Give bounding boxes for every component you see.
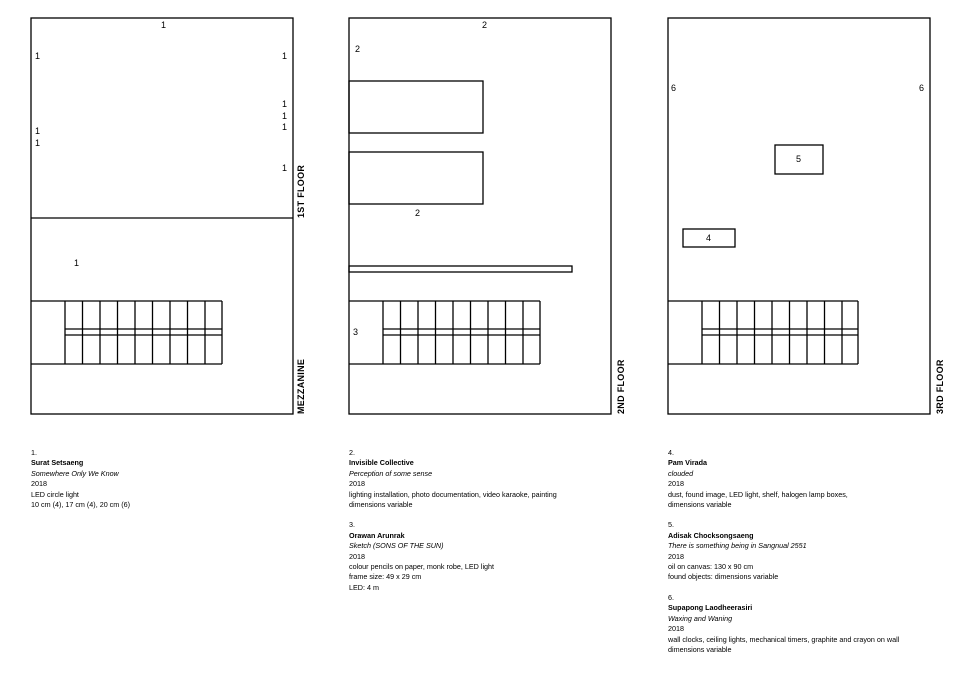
marker-1: 1 [35, 51, 41, 61]
floor-label-3rd: 3RD FLOOR [935, 359, 945, 414]
legend-column-3 [668, 448, 899, 665]
legend-entry-6 [668, 593, 899, 655]
staircase [668, 301, 858, 364]
legend-number: 2. [349, 448, 355, 457]
floor-label-1st: 1ST FLOOR [296, 164, 306, 218]
legend-detail: lighting installation, photo documentation, video karaoke, painting [349, 489, 557, 499]
marker-1: 1 [35, 126, 41, 136]
legend-artist: Adisak Chocksongsaeng [668, 530, 754, 540]
legend-entry-3 [349, 520, 557, 593]
marker-5: 5 [796, 154, 802, 164]
legend-detail: oil on canvas: 130 x 90 cm [668, 562, 754, 572]
legend-entry-2 [349, 448, 557, 510]
plan-1-outline [31, 18, 293, 414]
legend-year: 2018 [349, 551, 365, 561]
legend-detail: dimensions variable [349, 500, 413, 510]
legend-title: Perception of some sense [349, 468, 433, 478]
plan-2-outline [349, 18, 611, 414]
marker-1: 1 [282, 99, 288, 109]
legend-artist: Pam Virada [668, 458, 708, 468]
legend-number: 4. [668, 448, 674, 457]
staircase [349, 301, 540, 364]
shelf [349, 266, 572, 272]
legend-column-2 [349, 448, 557, 603]
legend-title: Somewhere Only We Know [31, 468, 119, 478]
legend-year: 2018 [349, 479, 365, 489]
legend-detail: frame size: 49 x 29 cm [349, 572, 422, 582]
legend-title: There is something being in Sangnual 2551 [668, 541, 807, 551]
legend-entry-1 [31, 448, 130, 510]
marker-6: 6 [919, 83, 925, 93]
legend-detail: LED circle light [31, 489, 79, 499]
legend-year: 2018 [668, 479, 684, 489]
room-box-lower [349, 152, 483, 204]
legend-artist: Surat Setsaeng [31, 458, 84, 468]
legend-artist: Supapong Laodheerasiri [668, 603, 753, 613]
marker-1: 1 [282, 111, 288, 121]
marker-1: 1 [74, 258, 80, 268]
legend-detail: dimensions variable [668, 644, 732, 654]
legend-artist: Invisible Collective [349, 458, 414, 468]
marker-4: 4 [706, 233, 712, 243]
legend-entry-5 [668, 520, 899, 582]
marker-3: 3 [353, 327, 359, 337]
legend-number: 6. [668, 592, 674, 602]
legend-detail: dust, found image, LED light, shelf, halogen lamp boxes, [668, 489, 848, 499]
legend-detail: LED: 4 m [349, 582, 379, 592]
staircase [31, 301, 222, 364]
marker-1: 1 [282, 163, 288, 173]
legend-entry-4 [668, 448, 899, 510]
legend-detail: colour pencils on paper, monk robe, LED light [349, 562, 495, 572]
legend-detail: 10 cm (4), 17 cm (4), 20 cm (6) [31, 500, 131, 510]
marker-2: 2 [355, 44, 361, 54]
legend-number: 5. [668, 520, 674, 530]
legend-year: 2018 [31, 479, 47, 489]
legend-year: 2018 [668, 624, 684, 634]
legend-column-1 [31, 448, 130, 520]
legend-number: 3. [349, 520, 355, 530]
marker-1: 1 [35, 138, 41, 148]
room-box-upper [349, 81, 483, 133]
marker-1: 1 [282, 122, 288, 132]
marker-1: 1 [161, 20, 167, 30]
floor-label-2nd: 2ND FLOOR [616, 359, 626, 414]
legend-title: clouded [668, 468, 694, 478]
marker-2: 2 [415, 208, 421, 218]
legend-title: Waxing and Waning [668, 613, 733, 623]
legend-detail: found objects: dimensions variable [668, 572, 779, 582]
legend-artist: Orawan Arunrak [349, 530, 405, 540]
marker-1: 1 [282, 51, 288, 61]
legend-title: Sketch (SONS OF THE SUN) [349, 541, 444, 551]
legend-detail: dimensions variable [668, 500, 732, 510]
marker-6: 6 [671, 83, 677, 93]
legend-year: 2018 [668, 551, 684, 561]
legend-number: 1. [31, 448, 37, 457]
legend-detail: wall clocks, ceiling lights, mechanical timers, graphite and crayon on wall [668, 634, 900, 644]
plan-3-outline [668, 18, 930, 414]
marker-2: 2 [482, 20, 488, 30]
floor-label-mezzanine: MEZZANINE [296, 358, 306, 414]
